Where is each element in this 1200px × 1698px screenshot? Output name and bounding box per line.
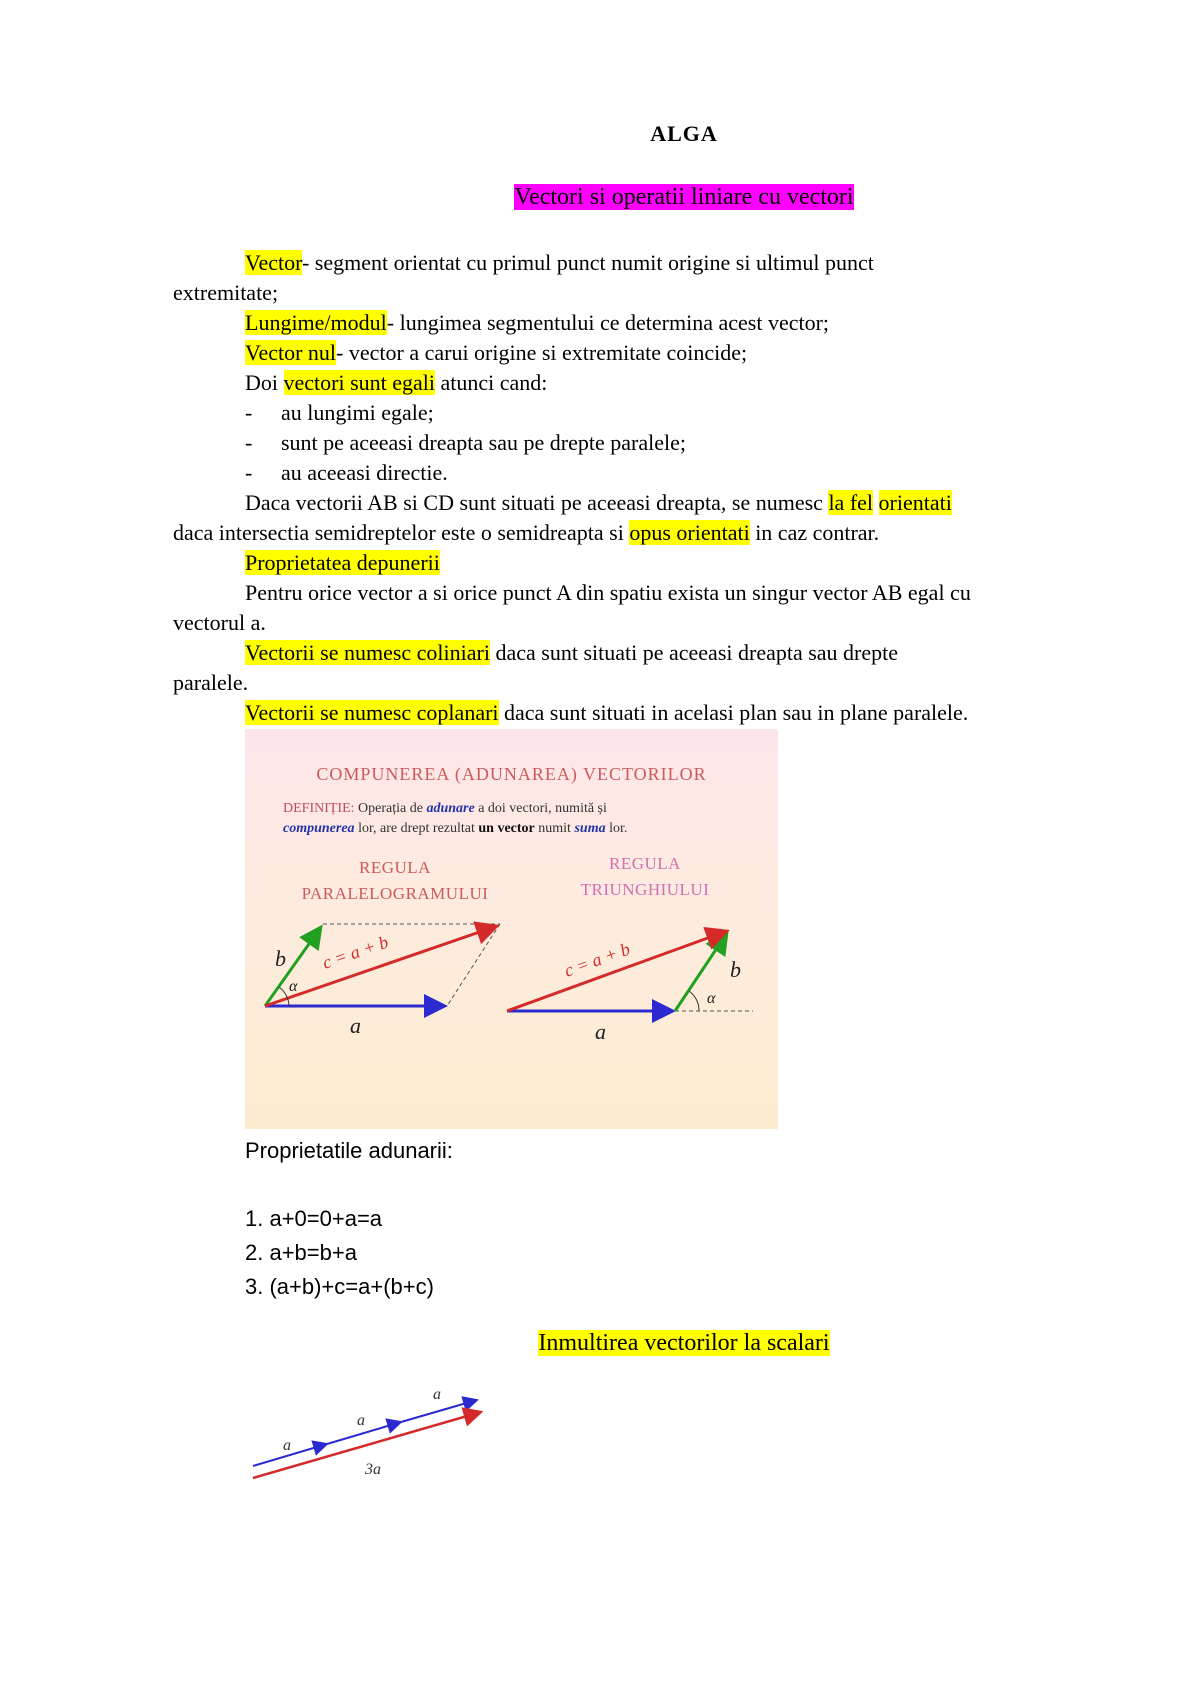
- term-coplanari: Vectorii se numesc coplanari: [245, 700, 499, 725]
- orientation-paragraph: [245, 488, 952, 518]
- bullet-text: au lungimi egale;: [281, 400, 434, 425]
- egali-pre: Doi: [245, 370, 284, 395]
- proprietatea-heading: [245, 548, 440, 578]
- def-suma: suma: [574, 821, 606, 836]
- depunerii-text-cont: vectorul a.: [173, 610, 266, 635]
- term-opus-orientati: opus orientati: [629, 520, 750, 545]
- addition-properties: [245, 1134, 453, 1304]
- list-item: [173, 428, 1073, 458]
- label-a-3: a: [433, 1386, 441, 1403]
- vector-b-arrow: [675, 933, 727, 1011]
- def-text: lor.: [605, 821, 628, 836]
- vector-definition-cont: extremitate;: [173, 280, 279, 305]
- term-la-fel: la fel: [828, 490, 874, 515]
- rule-right-line1: REGULA: [609, 854, 681, 873]
- def-text: Operația de: [354, 801, 427, 816]
- label-3a: 3a: [365, 1461, 381, 1478]
- term-orientati: orientati: [878, 490, 952, 515]
- lungime-def-text: - lungimea segmentului ce determina acest vector;: [386, 310, 830, 335]
- label-a: a: [595, 1019, 606, 1044]
- label-sum: c = a + b: [319, 931, 391, 973]
- term-coliniari: Vectorii se numesc coliniari: [245, 640, 490, 665]
- section-title: [0, 182, 1200, 212]
- angle-arc: [279, 987, 289, 1006]
- list-item: 1. a+0=0+a=a: [245, 1206, 383, 1231]
- definition-label: DEFINIȚIE:: [283, 801, 355, 816]
- def-text: numit: [534, 821, 575, 836]
- term-vector-nul: Vector nul: [245, 340, 337, 365]
- rule-left-line2: PARALELOGRAMULUI: [301, 884, 489, 903]
- def-text: lor, are drept rezultat: [354, 821, 479, 836]
- def-compunerea: compunerea: [283, 821, 355, 836]
- coplanari-def-text: daca sunt situati in acelasi plan sau in plane paralele.: [498, 700, 969, 725]
- coplanari-definition: [245, 698, 968, 728]
- label-b: b: [275, 946, 286, 971]
- label-a-2: a: [357, 1412, 365, 1429]
- scalar-multiplication-diagram: [245, 1370, 505, 1490]
- scalar-multiplication-title: [0, 1328, 1200, 1358]
- properties-title: Proprietatile adunarii:: [245, 1138, 453, 1163]
- term-lungime: Lungime/modul: [245, 310, 387, 335]
- page-title: ALGA: [650, 121, 718, 146]
- def-un-vector: un vector: [478, 821, 535, 836]
- dashed-right-edge: [447, 924, 500, 1006]
- label-sum: c = a + b: [561, 938, 633, 981]
- bullet-dash: -: [245, 460, 253, 485]
- label-alpha: α: [289, 978, 298, 995]
- label-b: b: [730, 957, 741, 982]
- spacer: [245, 1168, 453, 1202]
- bullet-dash: -: [245, 400, 253, 425]
- def-adunare: adunare: [426, 801, 475, 816]
- lungime-definition: [245, 308, 829, 338]
- coliniari-definition: [245, 638, 898, 668]
- list-item: [173, 398, 1073, 428]
- label-a-1: a: [283, 1437, 291, 1454]
- vector-diagrams: [245, 729, 778, 1129]
- orientation-paragraph-cont: [173, 518, 879, 548]
- rule-left-line1: REGULA: [359, 858, 431, 877]
- term-egali: vectori sunt egali: [283, 370, 436, 395]
- vector-definition: [245, 248, 874, 278]
- label-alpha: α: [707, 990, 716, 1007]
- term-proprietatea: Proprietatea depunerii: [245, 550, 440, 575]
- rule-right-line2: TRIUNGHIULUI: [580, 880, 710, 899]
- coliniari-definition-cont: paralele.: [173, 670, 249, 695]
- bullet-dash: -: [245, 430, 253, 455]
- term-vector: Vector: [245, 250, 302, 275]
- section-title-text: Vectori si operatii liniare cu vectori: [514, 184, 854, 210]
- depunerii-text: Pentru orice vector a si orice punct A din spatiu exista un singur vector AB egal cu: [245, 580, 971, 605]
- daca-line2-pre: daca intersectia semidreptelor este o semidreapta si: [173, 520, 630, 545]
- bullet-text: au aceeasi directie.: [281, 460, 448, 485]
- vector-addition-figure: [245, 729, 778, 1129]
- angle-arc: [689, 991, 699, 1011]
- list-item: [173, 458, 1073, 488]
- list-item: 3. (a+b)+c=a+(b+c): [245, 1274, 434, 1299]
- daca-pre: Daca vectorii AB si CD sunt situati pe aceeasi dreapta, se numesc: [245, 490, 829, 515]
- parallelogram-diagram: [265, 924, 500, 1038]
- egali-post: atunci cand:: [435, 370, 548, 395]
- egali-definition: [245, 368, 547, 398]
- nul-def-text: - vector a carui origine si extremitate coincide;: [336, 340, 748, 365]
- scalar-title-text: Inmultirea vectorilor la scalari: [538, 1330, 830, 1356]
- label-a: a: [350, 1013, 361, 1038]
- triangle-diagram: [507, 931, 753, 1044]
- vector-def-text: - segment orientat cu primul punct numit origine si ultimul punct: [301, 250, 874, 275]
- nul-definition: [245, 338, 747, 368]
- coliniari-def-text: daca sunt situati pe aceeasi dreapta sau drepte: [489, 640, 899, 665]
- daca-line2-post: in caz contrar.: [749, 520, 880, 545]
- bullet-text: sunt pe aceeasi dreapta sau pe drepte paralele;: [281, 430, 686, 455]
- figure-title: COMPUNEREA (ADUNAREA) VECTORILOR: [316, 764, 707, 784]
- list-item: 2. a+b=b+a: [245, 1240, 357, 1265]
- def-text: a doi vectori, numită și: [474, 801, 607, 816]
- vector-a-segment-3: [401, 1400, 477, 1422]
